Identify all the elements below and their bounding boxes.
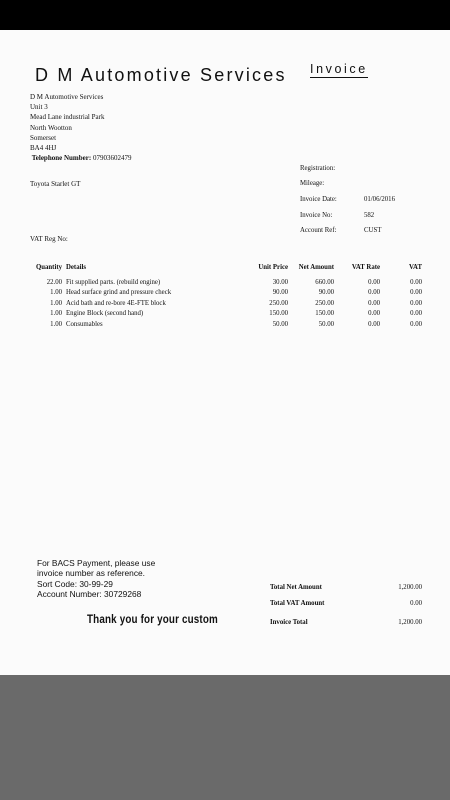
cell-vat-rate: 0.00	[368, 299, 380, 307]
meta-mileage	[300, 180, 420, 190]
invoice-date-value: 01/06/2016	[364, 196, 395, 203]
cell-unit-price: 30.00	[272, 278, 288, 286]
cell-net-amount: 50.00	[318, 320, 334, 328]
table-row	[28, 319, 422, 330]
total-vat-value: 0.00	[410, 600, 422, 607]
company-address	[30, 92, 131, 163]
invoice-total-value: 1,200.00	[398, 619, 422, 626]
cell-details: Consumables	[66, 320, 103, 328]
col-header-net-amount: Net Amount	[298, 264, 334, 271]
invoice-date-label: Invoice Date:	[300, 196, 337, 203]
col-header-quantity: Quantity	[35, 264, 62, 271]
total-vat-label: Total VAT Amount	[270, 600, 325, 607]
telephone-label: Telephone Number:	[31, 154, 92, 163]
cell-quantity: 22.00	[46, 278, 62, 286]
col-header-vat-rate: VAT Rate	[351, 264, 380, 271]
table-row	[28, 277, 422, 288]
table-header-row	[28, 263, 422, 277]
cell-net-amount: 90.00	[318, 289, 334, 297]
col-header-unit-price: Unit Price	[258, 264, 288, 271]
cell-unit-price: 250.00	[269, 299, 288, 307]
cell-quantity: 1.00	[50, 310, 62, 318]
cell-vat-rate: 0.00	[368, 310, 380, 318]
cell-vat: 0.00	[410, 299, 422, 307]
col-header-vat: VAT	[409, 264, 422, 271]
telephone	[30, 153, 131, 163]
invoice-page	[0, 30, 450, 675]
bacs-payment-note	[37, 558, 155, 600]
meta-registration	[300, 165, 420, 175]
company-title: D M Automotive Services	[35, 65, 287, 85]
total-net-value: 1,200.00	[398, 584, 422, 591]
cell-net-amount: 660.00	[315, 278, 334, 286]
cell-details: Head surface grind and pressure check	[66, 289, 172, 297]
cell-vat: 0.00	[410, 289, 422, 297]
registration-label: Registration:	[300, 165, 336, 172]
table-row	[28, 298, 422, 309]
address-line: North Wootton	[30, 123, 72, 132]
invoice-no-value: 582	[364, 212, 375, 219]
col-header-details: Details	[66, 264, 87, 271]
meta-account-ref	[300, 227, 420, 237]
vehicle-name: Toyota Starlet GT	[30, 180, 81, 188]
cell-vat: 0.00	[410, 278, 422, 286]
bacs-line: invoice number as reference.	[37, 568, 145, 579]
address-line: D M Automotive Services	[30, 93, 104, 101]
cell-details: Acid bath and re-bore 4E-FTE block	[66, 299, 166, 307]
cell-vat-rate: 0.00	[368, 278, 380, 286]
cell-unit-price: 90.00	[272, 289, 288, 297]
table-row	[28, 288, 422, 299]
line-items-table	[28, 263, 422, 330]
cell-quantity: 1.00	[50, 289, 62, 297]
account-ref-value: CUST	[364, 227, 382, 234]
cell-quantity: 1.00	[50, 299, 62, 307]
cell-details: Fit supplied parts. (rebuild engine)	[66, 278, 161, 286]
vat-reg-label: VAT Reg No:	[30, 235, 68, 243]
meta-invoice-date	[300, 196, 420, 206]
cell-vat: 0.00	[410, 320, 422, 328]
thank-you-message: Thank you for your custom	[87, 612, 218, 626]
sort-code: Sort Code: 30-99-29	[37, 578, 113, 589]
document-title: Invoice	[310, 62, 368, 76]
cell-net-amount: 150.00	[315, 310, 334, 318]
cell-unit-price: 50.00	[272, 320, 288, 328]
cell-net-amount: 250.00	[315, 299, 334, 307]
mileage-label: Mileage:	[300, 180, 325, 187]
cell-vat-rate: 0.00	[368, 320, 380, 328]
table-row	[28, 309, 422, 320]
telephone-value: 07903602479	[92, 154, 132, 163]
address-line: Unit 3	[30, 103, 48, 112]
account-number: Account Number: 30729268	[37, 589, 142, 600]
top-black-bar	[0, 0, 450, 30]
address-line: Mead Lane industrial Park	[30, 113, 105, 122]
cell-details: Engine Block (second hand)	[66, 310, 144, 318]
address-line: BA4 4HJ	[30, 143, 57, 152]
bacs-line: For BACS Payment, please use	[37, 558, 156, 568]
cell-quantity: 1.00	[50, 320, 62, 328]
cell-vat: 0.00	[410, 310, 422, 318]
meta-invoice-no	[300, 212, 420, 222]
invoice-total-label: Invoice Total	[270, 619, 308, 626]
cell-vat-rate: 0.00	[368, 289, 380, 297]
account-ref-label: Account Ref:	[300, 227, 337, 234]
address-line: Somerset	[30, 133, 57, 142]
bottom-gray-area	[0, 675, 450, 800]
invoice-no-label: Invoice No:	[300, 212, 333, 219]
total-net-label: Total Net Amount	[270, 584, 322, 591]
cell-unit-price: 150.00	[269, 310, 288, 318]
